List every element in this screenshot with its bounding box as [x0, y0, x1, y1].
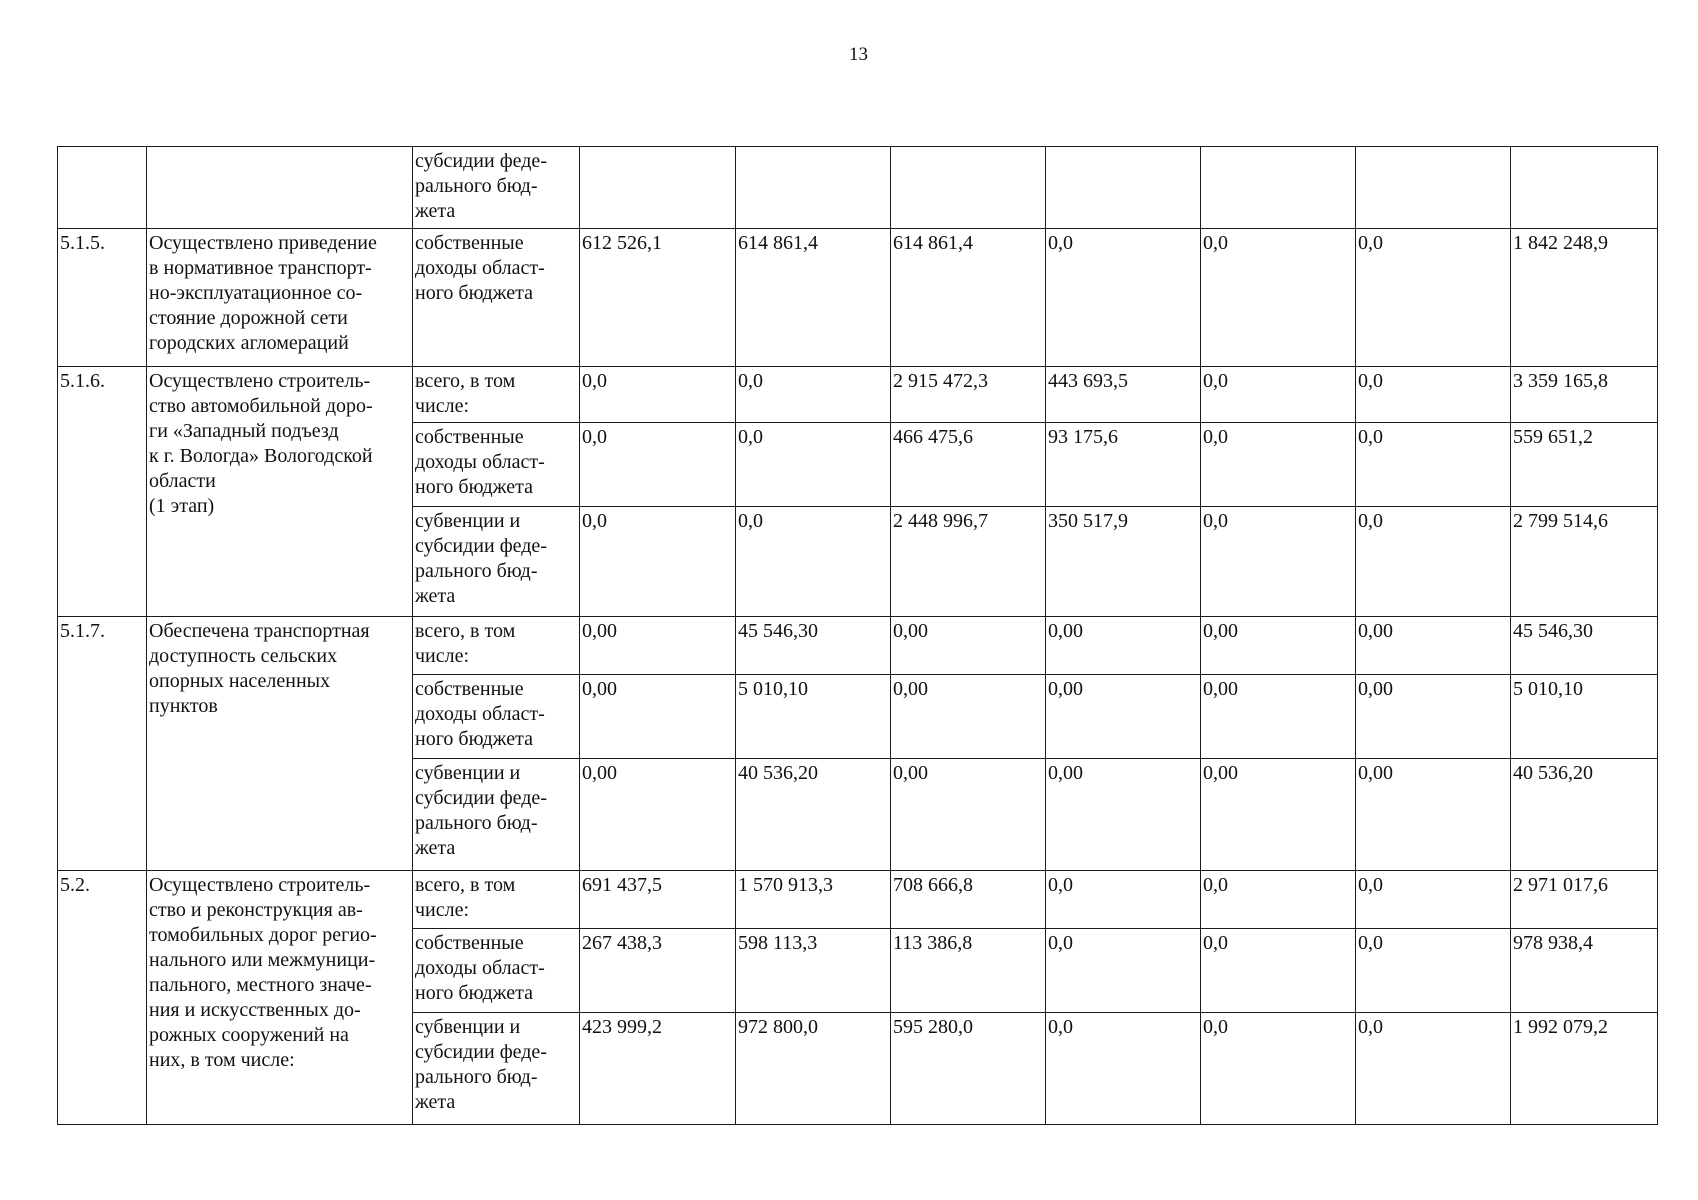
funding-source-line: ного бюджета [415, 282, 533, 304]
year-value: 0,00 [1356, 617, 1511, 675]
item-description-line: Осуществлено строитель- [149, 370, 371, 392]
year-value: 598 113,3 [736, 929, 891, 1013]
total-value: 1 842 248,9 [1511, 229, 1658, 367]
funding-source-line: всего, в том [415, 874, 516, 896]
year-value: 0,00 [891, 759, 1046, 871]
year-value: 0,0 [580, 507, 736, 617]
funding-source-line: собственные [415, 932, 524, 954]
funding-source-line: рального бюд- [415, 1066, 538, 1088]
funding-source-line: субвенции и [415, 510, 521, 532]
year-value: 0,00 [1201, 759, 1356, 871]
year-value: 0,00 [1356, 759, 1511, 871]
item-description-line: них, в том числе: [149, 1049, 295, 1071]
funding-source-line: жета [415, 837, 456, 859]
total-value: 2 799 514,6 [1511, 507, 1658, 617]
funding-source [413, 147, 580, 229]
funding-source-line: жета [415, 585, 456, 607]
year-value [1046, 147, 1201, 229]
funding-source-line: субвенции и [415, 1016, 521, 1038]
funding-source-line: жета [415, 1091, 456, 1113]
item-description-line: томобильных дорог регио- [149, 924, 377, 946]
total-value [1511, 147, 1658, 229]
year-value: 0,00 [1046, 617, 1201, 675]
year-value: 972 800,0 [736, 1013, 891, 1125]
item-code: 5.1.7. [58, 617, 147, 871]
table-row [58, 871, 1658, 929]
year-value: 0,0 [1356, 367, 1511, 423]
year-value: 0,0 [1201, 1013, 1356, 1125]
year-value: 0,0 [1201, 871, 1356, 929]
funding-source-line: числе: [415, 395, 470, 417]
year-value [580, 147, 736, 229]
total-value: 2 971 017,6 [1511, 871, 1658, 929]
year-value: 0,0 [1201, 507, 1356, 617]
item-description-line: к г. Вологда» Вологодской [149, 445, 373, 467]
year-value: 595 280,0 [891, 1013, 1046, 1125]
funding-source-line: субсидии феде- [415, 1041, 547, 1063]
year-value: 0,0 [1046, 1013, 1201, 1125]
funding-source [413, 1013, 580, 1125]
funding-source-line: числе: [415, 645, 470, 667]
year-value: 0,00 [891, 617, 1046, 675]
item-description-line: рожных сооружений на [149, 1024, 349, 1046]
funding-source-line: жета [415, 200, 456, 222]
item-description [147, 147, 413, 229]
year-value: 0,0 [1201, 423, 1356, 507]
item-code: 5.2. [58, 871, 147, 1125]
year-value: 0,0 [1201, 929, 1356, 1013]
funding-source [413, 675, 580, 759]
year-value: 0,0 [1356, 423, 1511, 507]
item-code [58, 147, 147, 229]
funding-source-line: всего, в том [415, 620, 516, 642]
table-row [58, 617, 1658, 675]
item-description-line: нального или межмуници- [149, 949, 376, 971]
year-value: 0,0 [580, 423, 736, 507]
item-code: 5.1.5. [58, 229, 147, 367]
page-number: 13 [849, 44, 868, 65]
year-value: 0,00 [1356, 675, 1511, 759]
item-description-line: Осуществлено приведение [149, 232, 377, 254]
year-value: 443 693,5 [1046, 367, 1201, 423]
year-value [891, 147, 1046, 229]
year-value: 1 570 913,3 [736, 871, 891, 929]
year-value: 350 517,9 [1046, 507, 1201, 617]
funding-source [413, 617, 580, 675]
year-value [1201, 147, 1356, 229]
funding-source-line: всего, в том [415, 370, 516, 392]
item-description-line: Осуществлено строитель- [149, 874, 371, 896]
year-value: 0,0 [1356, 1013, 1511, 1125]
year-value [1356, 147, 1511, 229]
funding-source-line: ного бюджета [415, 476, 533, 498]
year-value: 0,0 [1046, 229, 1201, 367]
year-value: 614 861,4 [736, 229, 891, 367]
year-value: 40 536,20 [736, 759, 891, 871]
year-value: 423 999,2 [580, 1013, 736, 1125]
year-value: 0,00 [1201, 675, 1356, 759]
year-value: 0,00 [891, 675, 1046, 759]
item-description [147, 871, 413, 1125]
year-value: 0,0 [1356, 507, 1511, 617]
year-value: 0,00 [1046, 675, 1201, 759]
year-value: 0,0 [1046, 871, 1201, 929]
funding-source [413, 507, 580, 617]
year-value: 0,00 [580, 675, 736, 759]
total-value: 1 992 079,2 [1511, 1013, 1658, 1125]
year-value: 612 526,1 [580, 229, 736, 367]
funding-source-line: доходы област- [415, 257, 545, 279]
item-description-line: пунктов [149, 695, 218, 717]
item-description-line: ния и искусственных до- [149, 999, 361, 1021]
funding-source [413, 423, 580, 507]
item-description-line: опорных населенных [149, 670, 331, 692]
table-body [58, 147, 1658, 1125]
item-description-line: городских агломераций [149, 332, 349, 354]
funding-source-line: доходы област- [415, 957, 545, 979]
funding-source-line: собственные [415, 426, 524, 448]
funding-source-line: субсидии феде- [415, 535, 547, 557]
item-description-line: области [149, 470, 216, 492]
funding-source [413, 759, 580, 871]
year-value: 45 546,30 [736, 617, 891, 675]
table-row [58, 229, 1658, 367]
year-value: 267 438,3 [580, 929, 736, 1013]
year-value: 614 861,4 [891, 229, 1046, 367]
year-value: 0,0 [736, 423, 891, 507]
year-value: 0,00 [1046, 759, 1201, 871]
item-description-line: стояние дорожной сети [149, 307, 348, 329]
funding-source [413, 929, 580, 1013]
funding-source-line: рального бюд- [415, 812, 538, 834]
item-description-line: ги «Западный подъезд [149, 420, 339, 442]
item-description-line: доступность сельских [149, 645, 338, 667]
item-code: 5.1.6. [58, 367, 147, 617]
total-value: 45 546,30 [1511, 617, 1658, 675]
funding-source-line: числе: [415, 899, 470, 921]
funding-source-line: ного бюджета [415, 728, 533, 750]
year-value: 2 915 472,3 [891, 367, 1046, 423]
year-value: 466 475,6 [891, 423, 1046, 507]
year-value: 0,0 [1356, 929, 1511, 1013]
item-description-line: но-эксплуатационное со- [149, 282, 363, 304]
total-value: 5 010,10 [1511, 675, 1658, 759]
item-description-line: Обеспечена транспортная [149, 620, 370, 642]
item-description-line: (1 этап) [149, 495, 215, 517]
funding-source-line: рального бюд- [415, 560, 538, 582]
funding-source-line: доходы област- [415, 703, 545, 725]
funding-source-line: доходы област- [415, 451, 545, 473]
funding-source [413, 367, 580, 423]
item-description-line: пального, местного значе- [149, 974, 372, 996]
funding-source-line: собственные [415, 678, 524, 700]
year-value: 2 448 996,7 [891, 507, 1046, 617]
funding-source [413, 871, 580, 929]
table-row [58, 147, 1658, 229]
item-description [147, 229, 413, 367]
year-value: 0,00 [580, 617, 736, 675]
total-value: 978 938,4 [1511, 929, 1658, 1013]
item-description-line: в нормативное транспорт- [149, 257, 372, 279]
total-value: 559 651,2 [1511, 423, 1658, 507]
funding-source-line: собственные [415, 232, 524, 254]
funding-source-line: субсидии феде- [415, 150, 547, 172]
year-value: 0,0 [1201, 229, 1356, 367]
year-value [736, 147, 891, 229]
funding-source [413, 229, 580, 367]
year-value: 0,0 [736, 367, 891, 423]
year-value: 0,0 [1201, 367, 1356, 423]
funding-source-line: субсидии феде- [415, 787, 547, 809]
funding-source-line: рального бюд- [415, 175, 538, 197]
total-value: 3 359 165,8 [1511, 367, 1658, 423]
year-value: 0,0 [1356, 871, 1511, 929]
total-value: 40 536,20 [1511, 759, 1658, 871]
year-value: 0,0 [580, 367, 736, 423]
year-value: 0,00 [1201, 617, 1356, 675]
budget-table [57, 146, 1658, 1125]
year-value: 93 175,6 [1046, 423, 1201, 507]
year-value: 0,00 [580, 759, 736, 871]
item-description-line: ство и реконструкция ав- [149, 899, 363, 921]
table-row [58, 367, 1658, 423]
funding-source-line: ного бюджета [415, 982, 533, 1004]
year-value: 113 386,8 [891, 929, 1046, 1013]
item-description-line: ство автомобильной доро- [149, 395, 373, 417]
item-description [147, 617, 413, 871]
year-value: 691 437,5 [580, 871, 736, 929]
year-value: 0,0 [1046, 929, 1201, 1013]
year-value: 0,0 [736, 507, 891, 617]
year-value: 708 666,8 [891, 871, 1046, 929]
year-value: 5 010,10 [736, 675, 891, 759]
funding-source-line: субвенции и [415, 762, 521, 784]
item-description [147, 367, 413, 617]
year-value: 0,0 [1356, 229, 1511, 367]
